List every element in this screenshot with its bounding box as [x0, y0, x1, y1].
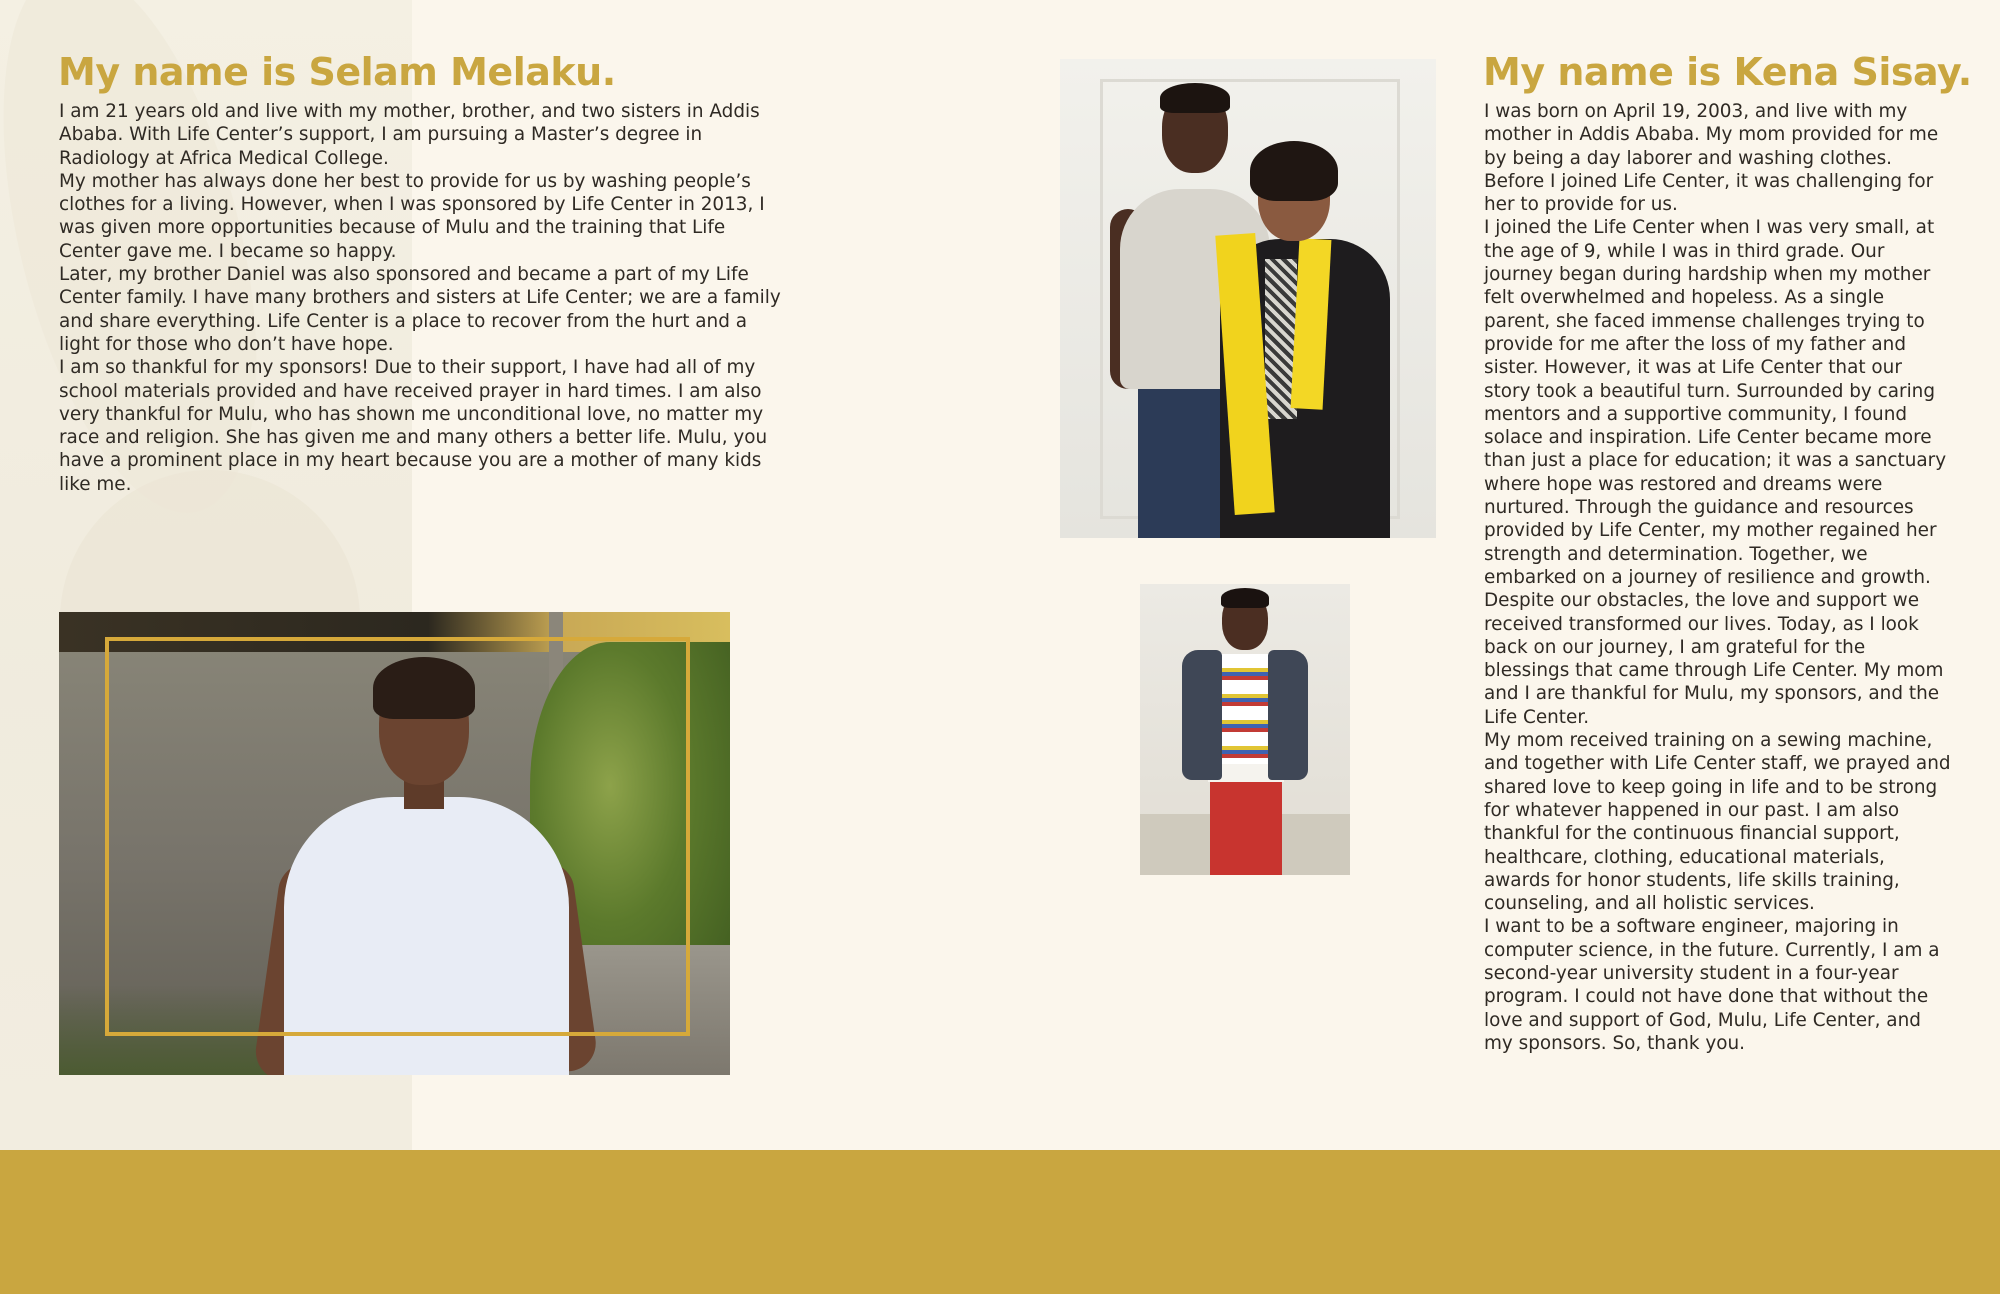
kena-paragraph-3: My mom received training on a sewing machine, and together with Life Center staff, we prayed and shared love to keep going in life and to be strong for whatever happened in our past. I am also thankful for the continuous financial support, healthcare, clothing, educational materials, awards for honor students, life skills training, counseling, and all holistic services. [1484, 730, 1951, 915]
kena-paragraph-4: I want to be a software engineer, majoring in computer science, in the future. Currently, I am a second-year university student in a four-year program. I could not have done that without the love and support of God, Mulu, Life Center, and my sponsors. So, thank you. [1484, 916, 1940, 1054]
selam-heading: My name is Selam Melaku. [58, 50, 616, 94]
kena-and-mother-photo [1060, 59, 1436, 538]
selam-paragraph-1: I am 21 years old and live with my mother, brother, and two sisters in Addis Ababa. With Life Center’s support, I am pursuing a Master’s degree in Radiology at Africa Medical College. [59, 101, 760, 169]
kena-paragraph-2: I joined the Life Center when I was very small, at the age of 9, while I was in third grade. Our journey began during hardship when my mother felt overwhelmed and hopeless. As a single parent, she faced immense challenges trying to provide for me after the loss of my father and sister. However, it was at Life Center that our story took a beautiful turn. Surrounded by caring mentors and a supportive community, I found solace and inspiration. Life Center became more than just a place for education; it was a sanctuary where hope was restored and dreams were nurtured. Through the guidance and resources provided by Life Center, my mother regained her strength and determination. Together, we embarked on a journey of resilience and growth. Despite our obstacles, the love and support we received transformed our lives. Today, as I look back on our journey, I am grateful for the blessings that came through Life Center. My mom and I are thankful for Mulu, my sponsors, and the Life Center. [1484, 217, 1947, 728]
selam-photo [59, 612, 730, 1075]
photo-frame [105, 637, 690, 1036]
selam-story-text [59, 100, 789, 496]
selam-paragraph-3: Later, my brother Daniel was also sponsored and became a part of my Life Center family. I have many brothers and sisters at Life Center; we are a family and share everything. Life Center is a place to recover from the hurt and a light for those who don’t have hope. [59, 264, 781, 355]
kena-story-text [1484, 100, 1954, 1055]
kena-childhood-photo [1140, 584, 1350, 875]
footer-band [0, 1150, 2000, 1294]
kena-paragraph-1: I was born on April 19, 2003, and live with my mother in Addis Ababa. My mom provided for me by being a day laborer and washing clothes. Before I joined Life Center, it was challenging for her to provide for us. [1484, 101, 1939, 216]
selam-paragraph-4: I am so thankful for my sponsors! Due to their support, I have had all of my school materials provided and have received prayer in hard times. I am also very thankful for Mulu, who has shown me unconditional love, no matter my race and religion. She has given me and many others a better life. Mulu, you have a prominent place in my heart because you are a mother of many kids like me. [59, 357, 768, 495]
selam-paragraph-2: My mother has always done her best to provide for us by washing people’s clothes for a living. However, when I was sponsored by Life Center in 2013, I was given more opportunities because of Mulu and the training that Life Center gave me. I became so happy. [59, 170, 765, 262]
kena-heading: My name is Kena Sisay. [1483, 50, 1972, 94]
